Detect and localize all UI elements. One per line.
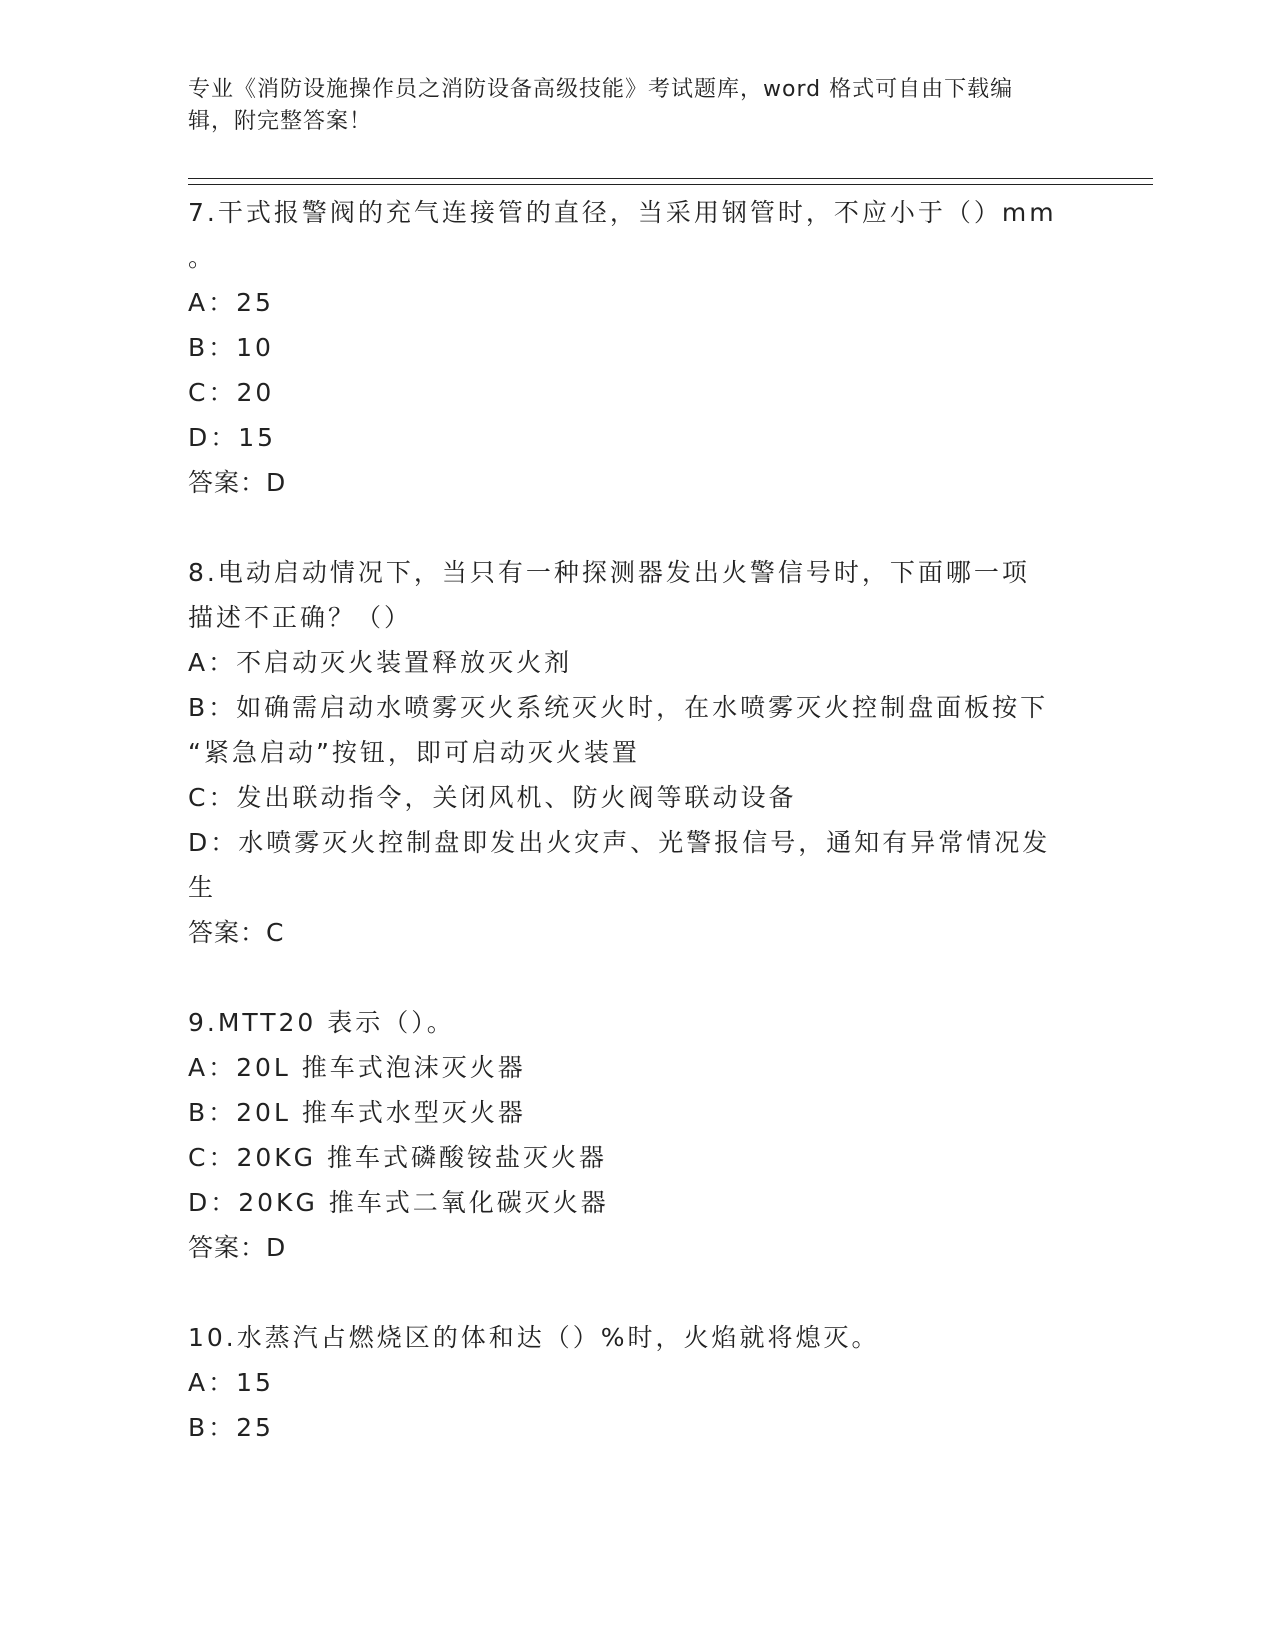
- option-c: C：发出联动指令，关闭风机、防火阀等联动设备: [188, 783, 797, 812]
- question-stem: 7.干式报警阀的充气连接管的直径，当采用钢管时，不应小于（）mm: [188, 198, 1057, 227]
- option-a: A：20L 推车式泡沫灭火器: [188, 1053, 526, 1082]
- question-spacer: [188, 1270, 1088, 1315]
- answer-line: 答案：D: [188, 1233, 287, 1262]
- question-stem-continued: 描述不正确？（）: [188, 603, 413, 632]
- question-spacer: [188, 505, 1088, 550]
- option-b: B：10: [188, 333, 274, 362]
- question-stem-continued: 。: [188, 243, 217, 272]
- option-d: D：20KG 推车式二氧化碳灭火器: [188, 1188, 609, 1217]
- header-line-2: 辑，附完整答案！: [188, 109, 373, 134]
- option-b-continued: “紧急启动”按钮，即可启动灭火装置: [188, 738, 640, 767]
- document-header: [188, 74, 1068, 138]
- option-a: A：15: [188, 1368, 274, 1397]
- option-b: B：25: [188, 1413, 274, 1442]
- option-d: D：水喷雾灭火控制盘即发出火灾声、光警报信号，通知有异常情况发: [188, 828, 1051, 857]
- option-d: D：15: [188, 423, 277, 452]
- question-stem: 8.电动启动情况下，当只有一种探测器发出火警信号时，下面哪一项: [188, 558, 1030, 587]
- answer-line: 答案：D: [188, 468, 287, 497]
- question-stem: 10.水蒸汽占燃烧区的体和达（）%时，火焰就将熄灭。: [188, 1323, 880, 1352]
- question-spacer: [188, 955, 1088, 1000]
- header-line-1: 专业《消防设施操作员之消防设备高级技能》考试题库，word 格式可自由下载编: [188, 77, 1014, 102]
- option-b: B：如确需启动水喷雾灭火系统灭火时，在水喷雾灭火控制盘面板按下: [188, 693, 1049, 722]
- question-stem: 9.MTT20 表示（）。: [188, 1008, 455, 1037]
- option-c: C：20KG 推车式磷酸铵盐灭火器: [188, 1143, 607, 1172]
- question-7: [188, 190, 1088, 505]
- option-a: A：不启动灭火装置释放灭火剂: [188, 648, 573, 677]
- option-b: B：20L 推车式水型灭火器: [188, 1098, 526, 1127]
- header-divider-top: [188, 178, 1153, 179]
- option-d-continued: 生: [188, 873, 217, 902]
- answer-line: 答案：C: [188, 918, 285, 947]
- header-divider-bottom: [188, 184, 1153, 185]
- question-10: [188, 1315, 1088, 1450]
- option-c: C：20: [188, 378, 275, 407]
- option-a: A：25: [188, 288, 274, 317]
- question-9: [188, 1000, 1088, 1270]
- question-list: [188, 190, 1088, 1450]
- question-8: [188, 550, 1088, 955]
